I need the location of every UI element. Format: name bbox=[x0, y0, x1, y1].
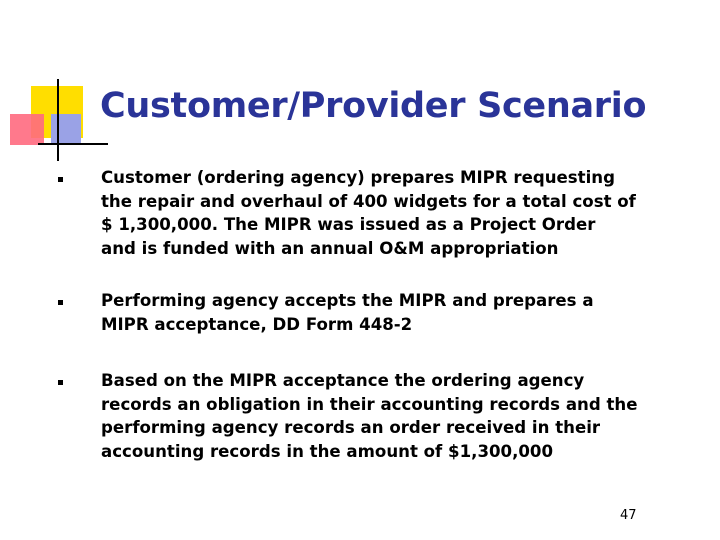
bullet-marker-icon bbox=[58, 300, 63, 305]
bullet-line: Based on the MIPR acceptance the ordering agency bbox=[101, 371, 585, 390]
bullet-text bbox=[101, 289, 679, 336]
bullet-line: accounting records in the amount of $1,300,000 bbox=[101, 441, 554, 461]
bullet-line: Performing agency accepts the MIPR and prepares a bbox=[101, 291, 594, 310]
bullet-text bbox=[101, 166, 679, 260]
bullet-text bbox=[101, 369, 679, 463]
bullet-marker-icon bbox=[58, 177, 63, 182]
bullet-marker-icon bbox=[58, 380, 63, 385]
bullet-line: $ 1,300,000. The MIPR was issued as a Project Order bbox=[101, 215, 596, 235]
bullet-line: Customer (ordering agency) prepares MIPR requesting bbox=[101, 168, 615, 187]
bullet-line: and is funded with an annual O&M appropriation bbox=[101, 238, 559, 258]
bullet-line: MIPR acceptance, DD Form 448-2 bbox=[101, 314, 413, 334]
bullet-line: performing agency records an order received in their bbox=[101, 418, 601, 438]
bullet-line: the repair and overhaul of 400 widgets for a total cost of bbox=[101, 191, 636, 211]
slide-title: Customer/Provider Scenario bbox=[100, 86, 647, 126]
page-number: 47 bbox=[620, 508, 637, 523]
bullet-line: records an obligation in their accounting records and the bbox=[101, 394, 638, 414]
